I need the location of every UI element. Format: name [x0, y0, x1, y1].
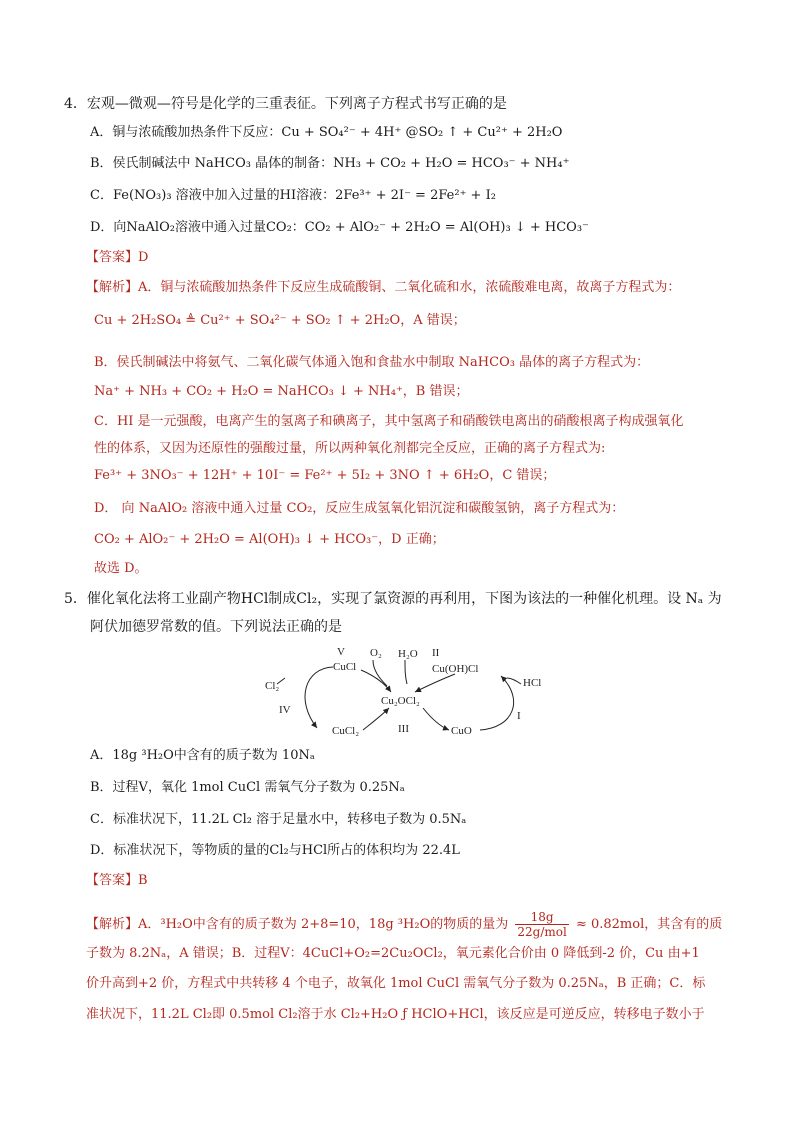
- q5-option-c: C．标准状况下，11.2L Cl₂ 溶于足量水中，转移电子数为 0.5Nₐ: [90, 812, 467, 827]
- product-h2o: H₂O: [398, 648, 418, 660]
- q4-option-c: C．Fe(NO₃)₃ 溶液中加入过量的HI溶液：2Fe³⁺ + 2I⁻ = 2Fe²⁺ + I₂: [90, 188, 496, 203]
- fraction-denominator: 22g/mol: [517, 925, 567, 939]
- species-cuo: CuO: [451, 725, 472, 737]
- step-label-iii: III: [398, 723, 409, 735]
- q5-explanation-part1: 【解析】A．³H₂O中含有的质子数为 2+8=10，18g ³H₂O的物质的量为: [86, 917, 509, 932]
- q4-stem: 4．宏观—微观—符号是化学的三重表征。下列离子方程式书写正确的是: [64, 96, 507, 112]
- q4-explanation-line6: 性的体系，又因为还原性的强酸过量，所以两种氧化剂都完全反应，正确的离子方程式为:: [94, 441, 606, 456]
- q4-explanation-line7: Fe³⁺ + 3NO₃⁻ + 12H⁺ + 10I⁻ = Fe²⁺ + 5I₂ + 3NO ↑ + 6H₂O，C 错误；: [94, 468, 556, 483]
- q5-explanation-line3: 价升高到+2 价，方程式中共转移 4 个电子，故氧化 1mol CuCl 需氧气分子数为 0.25Nₐ，B 正确；C．标: [86, 976, 706, 991]
- species-cucl2: CuCl₂: [332, 725, 360, 737]
- q5-answer: 【答案】B: [86, 873, 148, 888]
- q5-option-a: A．18g ³H₂O中含有的质子数为 10Nₐ: [90, 748, 315, 763]
- arrow-step-i: [480, 676, 514, 730]
- q4-explanation-line5: C．HI 是一元强酸，电离产生的氢离子和碘离子，其中氢离子和硝酸铁电离出的硝酸根离子构成强氧化: [94, 414, 684, 429]
- arrow-hcl-in: [507, 678, 521, 684]
- q4-option-a: A．铜与浓硫酸加热条件下反应：Cu + SO₄²⁻ + 4H⁺ @SO₂ ↑ + Cu²⁺ + 2H₂O: [90, 125, 563, 140]
- step-label-v: V: [337, 646, 345, 658]
- arrow-step-ii: [415, 674, 455, 692]
- reagent-hcl: HCl: [523, 677, 542, 689]
- q5-stem-line2: 阿伏加德罗常数的值。下列说法正确的是: [90, 619, 342, 635]
- q4-explanation-line1: 【解析】A．铜与浓硫酸加热条件下反应生成硫酸铜、二氧化硫和水，浓硫酸难电离，故离子方程式为：: [86, 280, 681, 295]
- q5-explanation-part2: ≈ 0.82mol，其含有的质: [575, 917, 723, 932]
- q5-explanation-line2: 子数为 8.2Nₐ，A 错误；B．过程Ⅴ：4CuCl+O₂=2Cu₂OCl₂，氧元素化合价由 0 降低到-2 价，Cu 由+1: [86, 946, 700, 961]
- q5-stem-line1: 5．催化氧化法将工业副产物HCl制成Cl₂，实现了氯资源的再利用，下图为该法的一种催化机理。设 Nₐ 为: [64, 591, 722, 607]
- arrow-h2o-out: [405, 660, 407, 684]
- species-cuohcl: Cu(OH)Cl: [432, 663, 479, 675]
- q4-answer: 【答案】D: [86, 250, 149, 265]
- q4-explanation-line9: CO₂ + AlO₂⁻ + 2H₂O = Al(OH)₃ ↓ + HCO₃⁻，D 正确；: [94, 532, 445, 547]
- q4-option-b: B．侯氏制碱法中 NaHCO₃ 晶体的制备：NH₃ + CO₂ + H₂O = HCO₃⁻ + NH₄⁺: [90, 156, 570, 171]
- q5-option-d: D．标准状况下，等物质的量的Cl₂与HCl所占的体积均为 22.4L: [90, 843, 460, 858]
- arrow-step-iv: [305, 667, 333, 728]
- species-cu2ocl2: Cu₂OCl₂: [381, 695, 420, 707]
- q4-explanation-line8: D． 向 NaAlO₂ 溶液中通入过量 CO₂，反应生成氢氧化铝沉淀和碳酸氢钠，离子方程式为：: [94, 501, 625, 516]
- q5-option-b: B．过程Ⅴ，氧化 1mol CuCl 需氧气分子数为 0.25Nₐ: [90, 780, 405, 795]
- arrow-step-iii-right: [423, 708, 449, 730]
- catalytic-mechanism-diagram: [255, 640, 555, 740]
- species-cucl: CuCl: [333, 661, 357, 673]
- step-label-ii: II: [432, 647, 440, 659]
- q4-option-d: D．向NaAlO₂溶液中通入过量CO₂：CO₂ + AlO₂⁻ + 2H₂O = Al(OH)₃ ↓ + HCO₃⁻: [90, 220, 589, 235]
- arrow-step-v: [361, 670, 391, 692]
- molar-fraction: [515, 910, 568, 939]
- q4-explanation-line3: B．侯氏制碱法中将氨气、二氧化碳气体通入饱和食盐水中制取 NaHCO₃ 晶体的离子方程式为：: [94, 355, 650, 370]
- q4-explanation-line4: Na⁺ + NH₃ + CO₂ + H₂O = NaHCO₃ ↓ + NH₄⁺，B 错误；: [94, 384, 469, 399]
- reagent-o2: O₂: [370, 647, 382, 659]
- step-label-i: I: [517, 710, 521, 722]
- q4-explanation-line2: Cu + 2H₂SO₄ ≜ Cu²⁺ + SO₄²⁻ + SO₂ ↑ + 2H₂O，A 错误；: [94, 313, 466, 328]
- q5-explanation-line1: [86, 910, 722, 939]
- arrow-o2-in: [373, 660, 387, 686]
- step-label-iv: IV: [279, 704, 291, 716]
- product-cl2: Cl₂: [265, 680, 280, 692]
- fraction-numerator: 18g: [515, 910, 568, 925]
- q5-explanation-line4: 准状况下，11.2L Cl₂即 0.5mol Cl₂溶于水 Cl₂+H₂O ƒ HClO+HCl，该反应是可逆反应，转移电子数小于: [86, 1007, 705, 1022]
- arrow-step-iii-left: [363, 708, 389, 730]
- q4-explanation-line10: 故选 D。: [94, 561, 148, 576]
